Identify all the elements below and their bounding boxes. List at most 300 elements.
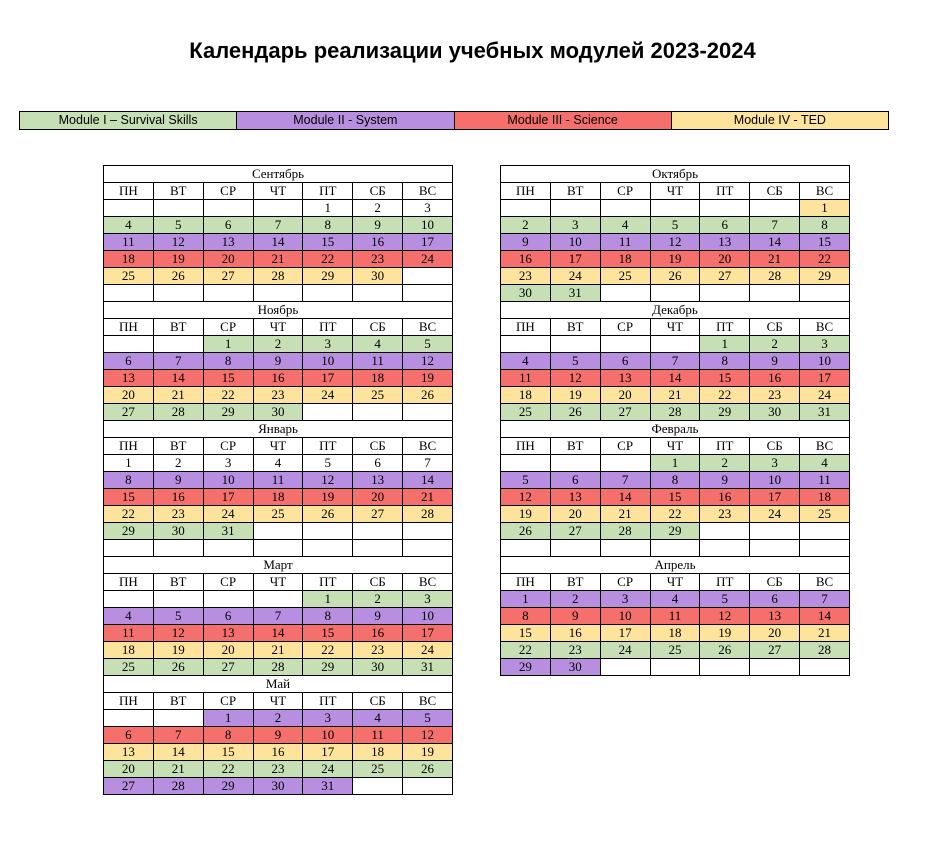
weekday-label: ВТ [550, 574, 600, 591]
day-cell: 22 [104, 506, 154, 523]
day-cell [203, 285, 253, 302]
day-cell: 30 [501, 285, 551, 302]
day-cell: 8 [650, 472, 700, 489]
day-cell: 2 [550, 591, 600, 608]
day-cell [650, 659, 700, 676]
weekday-label: ВС [403, 574, 453, 591]
day-cell: 5 [153, 217, 203, 234]
day-cell: 28 [650, 404, 700, 421]
weekday-label: ВТ [153, 319, 203, 336]
day-cell: 2 [353, 200, 403, 217]
day-cell [104, 336, 154, 353]
weekday-label: ПН [501, 574, 551, 591]
weekday-label: ПН [501, 183, 551, 200]
day-cell [600, 285, 650, 302]
day-cell: 17 [203, 489, 253, 506]
day-cell: 23 [253, 761, 303, 778]
day-cell: 18 [104, 251, 154, 268]
day-cell: 28 [750, 268, 800, 285]
day-cell [403, 268, 453, 285]
weekday-label: ВС [403, 183, 453, 200]
day-cell [750, 285, 800, 302]
day-cell: 13 [203, 234, 253, 251]
month-name: Май [104, 676, 453, 693]
month-name: Февраль [501, 421, 850, 438]
day-cell: 9 [550, 608, 600, 625]
day-cell: 21 [750, 251, 800, 268]
month-name: Декабрь [501, 302, 850, 319]
day-cell: 24 [403, 642, 453, 659]
day-cell [700, 200, 750, 217]
day-cell: 3 [303, 710, 353, 727]
calendar-table-left [103, 165, 453, 795]
day-cell: 7 [153, 727, 203, 744]
day-cell [800, 285, 850, 302]
day-cell: 18 [353, 744, 403, 761]
day-cell: 27 [203, 268, 253, 285]
week-row [104, 200, 453, 217]
day-cell: 15 [303, 234, 353, 251]
day-cell: 26 [403, 761, 453, 778]
day-cell: 19 [403, 744, 453, 761]
weekday-label: ПТ [700, 183, 750, 200]
day-cell: 25 [353, 387, 403, 404]
day-cell: 11 [104, 234, 154, 251]
day-cell: 9 [700, 472, 750, 489]
week-row [501, 404, 850, 421]
day-cell: 16 [501, 251, 551, 268]
day-cell: 10 [303, 353, 353, 370]
day-cell: 24 [600, 642, 650, 659]
day-cell: 11 [353, 353, 403, 370]
day-cell: 15 [104, 489, 154, 506]
day-cell: 5 [403, 710, 453, 727]
day-cell: 25 [501, 404, 551, 421]
page-title: Календарь реализации учебных модулей 2023-2024 [189, 38, 756, 63]
week-row [501, 472, 850, 489]
weekday-header-row [104, 438, 453, 455]
day-cell: 17 [550, 251, 600, 268]
day-cell [104, 591, 154, 608]
day-cell [153, 285, 203, 302]
legend-module-1: Module I – Survival Skills [20, 112, 237, 129]
day-cell [353, 523, 403, 540]
day-cell: 18 [800, 489, 850, 506]
month-header-row [501, 166, 850, 183]
day-cell: 25 [253, 506, 303, 523]
week-row [104, 489, 453, 506]
day-cell: 3 [800, 336, 850, 353]
month-header-row [501, 302, 850, 319]
week-row [104, 455, 453, 472]
day-cell: 13 [550, 489, 600, 506]
day-cell: 12 [153, 625, 203, 642]
month-header-row [104, 302, 453, 319]
weekday-label: ВТ [550, 438, 600, 455]
day-cell: 27 [600, 404, 650, 421]
day-cell: 19 [501, 506, 551, 523]
day-cell: 12 [501, 489, 551, 506]
day-cell: 9 [353, 608, 403, 625]
day-cell [303, 523, 353, 540]
weekday-label: ВС [800, 574, 850, 591]
day-cell: 31 [303, 778, 353, 795]
day-cell: 22 [203, 387, 253, 404]
weekday-label: СР [203, 183, 253, 200]
day-cell: 4 [501, 353, 551, 370]
week-row [104, 540, 453, 557]
weekday-label: ВТ [550, 183, 600, 200]
day-cell: 30 [153, 523, 203, 540]
day-cell: 9 [501, 234, 551, 251]
day-cell: 18 [104, 642, 154, 659]
day-cell: 6 [750, 591, 800, 608]
day-cell: 22 [650, 506, 700, 523]
day-cell: 20 [203, 642, 253, 659]
day-cell: 29 [800, 268, 850, 285]
day-cell: 14 [600, 489, 650, 506]
day-cell: 6 [104, 353, 154, 370]
day-cell: 19 [153, 251, 203, 268]
day-cell [600, 336, 650, 353]
weekday-label: ПН [104, 438, 154, 455]
day-cell: 18 [650, 625, 700, 642]
day-cell [253, 591, 303, 608]
day-cell: 15 [203, 744, 253, 761]
month-header-row [501, 557, 850, 574]
day-cell: 16 [550, 625, 600, 642]
day-cell: 25 [650, 642, 700, 659]
day-cell: 14 [650, 370, 700, 387]
day-cell: 8 [203, 353, 253, 370]
day-cell: 1 [700, 336, 750, 353]
week-row [501, 387, 850, 404]
weekday-label: ПТ [303, 438, 353, 455]
day-cell: 22 [303, 642, 353, 659]
day-cell: 20 [104, 761, 154, 778]
day-cell: 29 [203, 404, 253, 421]
day-cell: 6 [550, 472, 600, 489]
day-cell: 23 [153, 506, 203, 523]
week-row [501, 353, 850, 370]
day-cell: 25 [104, 659, 154, 676]
day-cell: 14 [153, 744, 203, 761]
day-cell: 31 [800, 404, 850, 421]
weekday-label: ПН [104, 693, 154, 710]
week-row [501, 455, 850, 472]
day-cell: 5 [700, 591, 750, 608]
day-cell: 13 [700, 234, 750, 251]
day-cell: 12 [153, 234, 203, 251]
week-row [501, 200, 850, 217]
month-header-row [501, 421, 850, 438]
day-cell [650, 200, 700, 217]
week-row [104, 472, 453, 489]
day-cell: 16 [353, 625, 403, 642]
day-cell [303, 540, 353, 557]
weekday-header-row [501, 319, 850, 336]
day-cell: 29 [501, 659, 551, 676]
day-cell: 16 [353, 234, 403, 251]
day-cell: 6 [353, 455, 403, 472]
day-cell [650, 285, 700, 302]
week-row [104, 761, 453, 778]
day-cell [501, 455, 551, 472]
week-row [501, 489, 850, 506]
day-cell: 22 [303, 251, 353, 268]
day-cell: 28 [600, 523, 650, 540]
day-cell: 12 [700, 608, 750, 625]
day-cell: 3 [600, 591, 650, 608]
day-cell: 26 [153, 268, 203, 285]
day-cell: 27 [353, 506, 403, 523]
week-row [104, 268, 453, 285]
weekday-label: ВТ [153, 574, 203, 591]
weekday-label: СБ [750, 183, 800, 200]
day-cell: 26 [501, 523, 551, 540]
day-cell: 10 [600, 608, 650, 625]
day-cell: 10 [203, 472, 253, 489]
week-row [501, 608, 850, 625]
day-cell: 24 [403, 251, 453, 268]
day-cell [501, 200, 551, 217]
day-cell: 28 [153, 404, 203, 421]
day-cell: 14 [403, 472, 453, 489]
day-cell: 18 [600, 251, 650, 268]
module-legend [19, 111, 889, 130]
day-cell: 25 [800, 506, 850, 523]
day-cell: 10 [750, 472, 800, 489]
week-row [501, 591, 850, 608]
day-cell: 26 [403, 387, 453, 404]
weekday-label: ПТ [700, 438, 750, 455]
week-row [501, 251, 850, 268]
day-cell [353, 778, 403, 795]
day-cell: 9 [153, 472, 203, 489]
day-cell [700, 659, 750, 676]
month-name: Октябрь [501, 166, 850, 183]
weekday-label: ЧТ [253, 183, 303, 200]
day-cell: 1 [501, 591, 551, 608]
day-cell: 17 [303, 370, 353, 387]
day-cell [550, 200, 600, 217]
day-cell: 8 [700, 353, 750, 370]
week-row [501, 540, 850, 557]
day-cell: 16 [153, 489, 203, 506]
day-cell: 23 [700, 506, 750, 523]
day-cell: 19 [153, 642, 203, 659]
day-cell: 28 [403, 506, 453, 523]
day-cell: 15 [650, 489, 700, 506]
day-cell: 20 [750, 625, 800, 642]
day-cell: 5 [403, 336, 453, 353]
weekday-label: ПТ [700, 574, 750, 591]
weekday-label: ВТ [153, 438, 203, 455]
weekday-label: СБ [750, 438, 800, 455]
month-name: Январь [104, 421, 453, 438]
week-row [104, 659, 453, 676]
day-cell: 13 [750, 608, 800, 625]
day-cell [303, 404, 353, 421]
day-cell: 21 [650, 387, 700, 404]
day-cell: 31 [550, 285, 600, 302]
day-cell: 7 [750, 217, 800, 234]
week-row [104, 285, 453, 302]
day-cell [501, 540, 551, 557]
day-cell: 13 [203, 625, 253, 642]
weekday-header-row [501, 574, 850, 591]
day-cell: 24 [750, 506, 800, 523]
day-cell [253, 523, 303, 540]
day-cell: 18 [253, 489, 303, 506]
day-cell: 16 [253, 370, 303, 387]
day-cell: 16 [700, 489, 750, 506]
week-row [104, 710, 453, 727]
day-cell: 6 [600, 353, 650, 370]
day-cell: 30 [550, 659, 600, 676]
week-row [104, 387, 453, 404]
day-cell: 30 [353, 659, 403, 676]
weekday-header-row [104, 574, 453, 591]
day-cell: 30 [750, 404, 800, 421]
day-cell: 2 [750, 336, 800, 353]
day-cell: 1 [303, 591, 353, 608]
day-cell [104, 200, 154, 217]
day-cell: 1 [303, 200, 353, 217]
week-row [104, 642, 453, 659]
day-cell: 2 [153, 455, 203, 472]
weekday-label: ВТ [153, 183, 203, 200]
day-cell: 19 [403, 370, 453, 387]
weekday-label: ЧТ [253, 693, 303, 710]
day-cell: 11 [600, 234, 650, 251]
day-cell: 21 [253, 642, 303, 659]
day-cell: 25 [104, 268, 154, 285]
day-cell [353, 285, 403, 302]
week-row [501, 234, 850, 251]
weekday-label: СБ [750, 319, 800, 336]
day-cell [750, 540, 800, 557]
day-cell: 2 [501, 217, 551, 234]
weekday-label: СР [600, 574, 650, 591]
day-cell: 10 [303, 727, 353, 744]
weekday-label: СР [600, 319, 650, 336]
month-header-row [104, 166, 453, 183]
day-cell: 17 [403, 625, 453, 642]
day-cell: 13 [104, 370, 154, 387]
day-cell [153, 591, 203, 608]
day-cell: 21 [403, 489, 453, 506]
day-cell: 17 [800, 370, 850, 387]
day-cell: 5 [650, 217, 700, 234]
day-cell: 8 [303, 608, 353, 625]
weekday-label: СБ [353, 438, 403, 455]
day-cell: 20 [700, 251, 750, 268]
weekday-label: ЧТ [650, 319, 700, 336]
day-cell: 13 [353, 472, 403, 489]
day-cell [550, 540, 600, 557]
day-cell: 22 [203, 761, 253, 778]
day-cell [600, 659, 650, 676]
day-cell [104, 285, 154, 302]
day-cell: 21 [600, 506, 650, 523]
day-cell [750, 523, 800, 540]
day-cell: 10 [550, 234, 600, 251]
day-cell: 19 [550, 387, 600, 404]
day-cell: 2 [353, 591, 403, 608]
week-row [104, 217, 453, 234]
day-cell: 24 [800, 387, 850, 404]
day-cell: 11 [253, 472, 303, 489]
weekday-label: ЧТ [253, 319, 303, 336]
day-cell: 14 [253, 234, 303, 251]
day-cell: 11 [650, 608, 700, 625]
weekday-header-row [501, 438, 850, 455]
day-cell: 1 [800, 200, 850, 217]
weekday-header-row [104, 319, 453, 336]
week-row [501, 285, 850, 302]
day-cell: 7 [650, 353, 700, 370]
day-cell: 9 [253, 727, 303, 744]
weekday-label: ПТ [303, 574, 353, 591]
day-cell: 23 [253, 387, 303, 404]
day-cell: 12 [303, 472, 353, 489]
day-cell: 27 [700, 268, 750, 285]
weekday-label: ВС [403, 693, 453, 710]
day-cell: 22 [800, 251, 850, 268]
week-row [104, 608, 453, 625]
legend-module-3: Module III - Science [455, 112, 672, 129]
day-cell [550, 455, 600, 472]
day-cell: 16 [750, 370, 800, 387]
day-cell: 18 [501, 387, 551, 404]
week-row [104, 251, 453, 268]
day-cell: 4 [253, 455, 303, 472]
day-cell [550, 336, 600, 353]
week-row [104, 404, 453, 421]
weekday-label: ВТ [550, 319, 600, 336]
day-cell: 3 [750, 455, 800, 472]
week-row [104, 506, 453, 523]
day-cell: 21 [253, 251, 303, 268]
day-cell [800, 540, 850, 557]
month-header-row [104, 676, 453, 693]
day-cell: 16 [253, 744, 303, 761]
day-cell: 26 [650, 268, 700, 285]
day-cell [650, 540, 700, 557]
day-cell: 6 [700, 217, 750, 234]
day-cell: 4 [353, 710, 403, 727]
day-cell: 3 [403, 591, 453, 608]
weekday-label: ПН [104, 183, 154, 200]
day-cell: 7 [800, 591, 850, 608]
day-cell: 15 [303, 625, 353, 642]
weekday-label: СР [600, 438, 650, 455]
day-cell: 26 [303, 506, 353, 523]
day-cell: 30 [353, 268, 403, 285]
day-cell: 4 [600, 217, 650, 234]
day-cell: 1 [203, 336, 253, 353]
day-cell [153, 710, 203, 727]
day-cell [303, 285, 353, 302]
weekday-label: ВС [800, 319, 850, 336]
day-cell: 4 [353, 336, 403, 353]
weekday-label: ПН [104, 319, 154, 336]
day-cell: 29 [650, 523, 700, 540]
day-cell: 24 [303, 387, 353, 404]
day-cell: 1 [650, 455, 700, 472]
day-cell: 19 [700, 625, 750, 642]
